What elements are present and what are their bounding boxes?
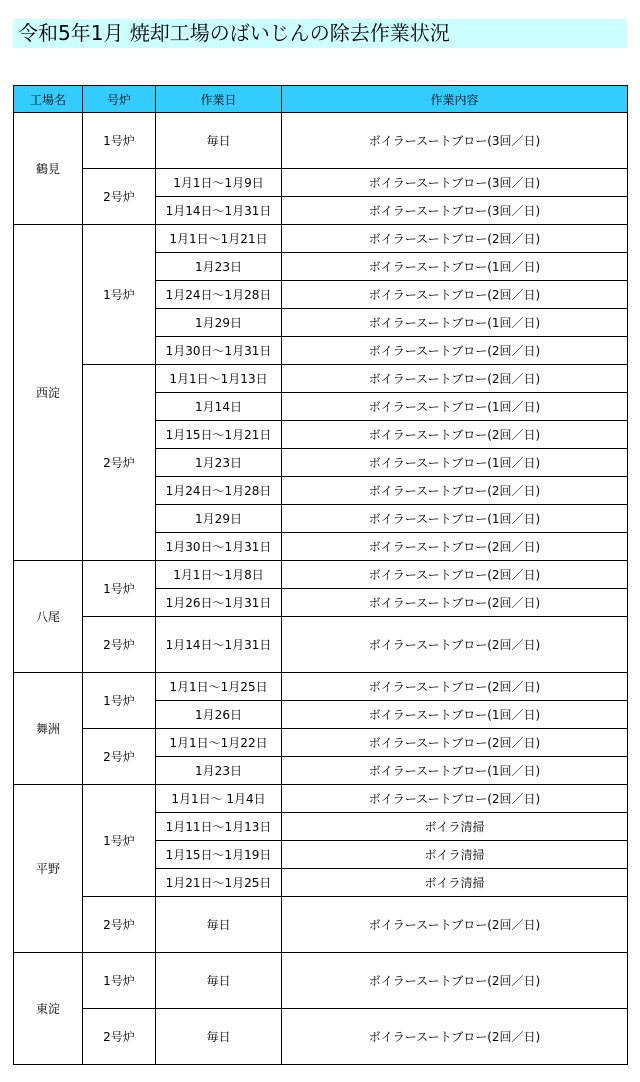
work-content-cell: ボイラースートブロー(1回／日) bbox=[282, 757, 628, 785]
work-date-cell: 1月1日～1月13日 bbox=[156, 365, 282, 393]
work-date-cell: 1月30日～1月31日 bbox=[156, 337, 282, 365]
table-row bbox=[14, 953, 628, 1009]
table-row bbox=[14, 729, 628, 757]
furnace-cell: 1号炉 bbox=[83, 785, 156, 897]
work-content-cell: ボイラースートブロー(2回／日) bbox=[282, 477, 628, 505]
work-date-cell: 毎日 bbox=[156, 953, 282, 1009]
work-date-cell: 1月21日～1月25日 bbox=[156, 869, 282, 897]
work-content-cell: ボイラースートブロー(3回／日) bbox=[282, 169, 628, 197]
work-date-cell: 1月1日～ 1月4日 bbox=[156, 785, 282, 813]
work-content-cell: ボイラースートブロー(2回／日) bbox=[282, 617, 628, 673]
work-date-cell: 1月1日～1月25日 bbox=[156, 673, 282, 701]
furnace-cell: 2号炉 bbox=[83, 897, 156, 953]
table-row bbox=[14, 785, 628, 813]
work-date-cell: 1月1日～1月21日 bbox=[156, 225, 282, 253]
work-date-cell: 1月1日～1月9日 bbox=[156, 169, 282, 197]
work-content-cell: ボイラースートブロー(2回／日) bbox=[282, 1009, 628, 1065]
furnace-cell: 1号炉 bbox=[83, 113, 156, 169]
furnace-cell: 2号炉 bbox=[83, 1009, 156, 1065]
table-row bbox=[14, 897, 628, 953]
work-date-cell: 1月14日～1月31日 bbox=[156, 197, 282, 225]
furnace-cell: 2号炉 bbox=[83, 365, 156, 561]
work-date-cell: 1月1日～1月8日 bbox=[156, 561, 282, 589]
work-content-cell: ボイラースートブロー(1回／日) bbox=[282, 701, 628, 729]
work-date-cell: 1月11日～1月13日 bbox=[156, 813, 282, 841]
work-content-cell: ボイラースートブロー(2回／日) bbox=[282, 225, 628, 253]
work-content-cell: ボイラースートブロー(2回／日) bbox=[282, 785, 628, 813]
factory-name-cell: 鶴見 bbox=[14, 113, 83, 225]
work-content-cell: ボイラースートブロー(1回／日) bbox=[282, 393, 628, 421]
work-date-cell: 1月23日 bbox=[156, 449, 282, 477]
factory-name-cell: 八尾 bbox=[14, 561, 83, 673]
factory-name-cell: 西淀 bbox=[14, 225, 83, 561]
furnace-cell: 2号炉 bbox=[83, 729, 156, 785]
work-date-cell: 1月15日～1月21日 bbox=[156, 421, 282, 449]
work-date-cell: 毎日 bbox=[156, 113, 282, 169]
furnace-cell: 1号炉 bbox=[83, 673, 156, 729]
header-date: 作業日 bbox=[156, 86, 282, 113]
work-date-cell: 1月15日～1月19日 bbox=[156, 841, 282, 869]
table-row bbox=[14, 365, 628, 393]
header-furnace: 号炉 bbox=[83, 86, 156, 113]
table-row bbox=[14, 113, 628, 169]
work-content-cell: ボイラースートブロー(1回／日) bbox=[282, 253, 628, 281]
factory-name-cell: 東淀 bbox=[14, 953, 83, 1065]
work-content-cell: ボイラースートブロー(1回／日) bbox=[282, 309, 628, 337]
work-content-cell: ボイラースートブロー(1回／日) bbox=[282, 449, 628, 477]
work-content-cell: ボイラースートブロー(1回／日) bbox=[282, 505, 628, 533]
page-title: 令和5年1月 焼却工場のばいじんの除去作業状況 bbox=[13, 19, 627, 48]
work-date-cell: 1月29日 bbox=[156, 505, 282, 533]
work-content-cell: ボイラースートブロー(2回／日) bbox=[282, 729, 628, 757]
work-date-cell: 1月1日～1月22日 bbox=[156, 729, 282, 757]
work-content-cell: ボイラースートブロー(2回／日) bbox=[282, 365, 628, 393]
work-content-cell: ボイラースートブロー(2回／日) bbox=[282, 561, 628, 589]
work-date-cell: 1月14日 bbox=[156, 393, 282, 421]
factory-name-cell: 平野 bbox=[14, 785, 83, 953]
work-content-cell: ボイラースートブロー(2回／日) bbox=[282, 533, 628, 561]
furnace-cell: 1号炉 bbox=[83, 561, 156, 617]
table-row bbox=[14, 561, 628, 589]
schedule-table bbox=[13, 85, 628, 1065]
header-factory: 工場名 bbox=[14, 86, 83, 113]
work-date-cell: 1月29日 bbox=[156, 309, 282, 337]
table-row bbox=[14, 169, 628, 197]
work-content-cell: ボイラースートブロー(2回／日) bbox=[282, 421, 628, 449]
header-row bbox=[14, 86, 628, 113]
work-date-cell: 毎日 bbox=[156, 897, 282, 953]
factory-name-cell: 舞洲 bbox=[14, 673, 83, 785]
table-row bbox=[14, 673, 628, 701]
work-date-cell: 1月26日～1月31日 bbox=[156, 589, 282, 617]
header-content: 作業内容 bbox=[282, 86, 628, 113]
work-content-cell: ボイラースートブロー(3回／日) bbox=[282, 113, 628, 169]
work-content-cell: ボイラースートブロー(3回／日) bbox=[282, 197, 628, 225]
work-date-cell: 1月23日 bbox=[156, 253, 282, 281]
furnace-cell: 1号炉 bbox=[83, 953, 156, 1009]
work-date-cell: 1月24日～1月28日 bbox=[156, 281, 282, 309]
work-date-cell: 1月30日～1月31日 bbox=[156, 533, 282, 561]
work-content-cell: ボイラースートブロー(2回／日) bbox=[282, 897, 628, 953]
work-content-cell: ボイラースートブロー(2回／日) bbox=[282, 337, 628, 365]
table-row bbox=[14, 1009, 628, 1065]
work-date-cell: 1月23日 bbox=[156, 757, 282, 785]
work-content-cell: ボイラースートブロー(2回／日) bbox=[282, 673, 628, 701]
work-content-cell: ボイラ清掃 bbox=[282, 813, 628, 841]
work-date-cell: 1月24日～1月28日 bbox=[156, 477, 282, 505]
work-content-cell: ボイラースートブロー(2回／日) bbox=[282, 953, 628, 1009]
work-content-cell: ボイラースートブロー(2回／日) bbox=[282, 281, 628, 309]
furnace-cell: 2号炉 bbox=[83, 169, 156, 225]
work-content-cell: ボイラ清掃 bbox=[282, 869, 628, 897]
furnace-cell: 1号炉 bbox=[83, 225, 156, 365]
work-content-cell: ボイラ清掃 bbox=[282, 841, 628, 869]
table-row bbox=[14, 617, 628, 673]
table-row bbox=[14, 225, 628, 253]
work-content-cell: ボイラースートブロー(2回／日) bbox=[282, 589, 628, 617]
work-date-cell: 毎日 bbox=[156, 1009, 282, 1065]
furnace-cell: 2号炉 bbox=[83, 617, 156, 673]
work-date-cell: 1月14日～1月31日 bbox=[156, 617, 282, 673]
work-date-cell: 1月26日 bbox=[156, 701, 282, 729]
